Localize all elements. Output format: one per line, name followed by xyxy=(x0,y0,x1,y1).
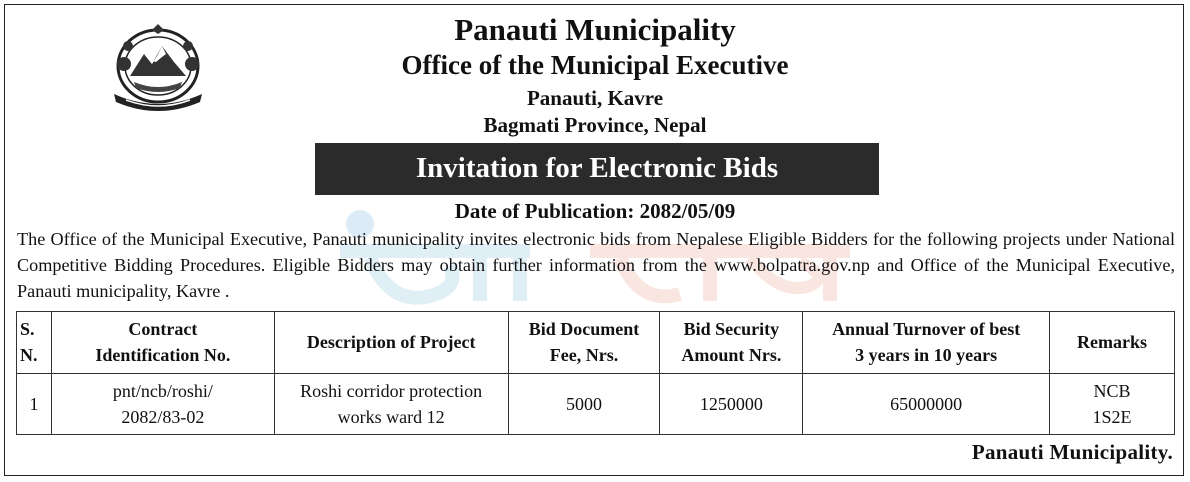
header-remarks: Remarks xyxy=(1050,312,1175,374)
cell-remarks-line2: 1S2E xyxy=(1092,406,1132,427)
header-contract-line2: Identification No. xyxy=(95,345,231,366)
cell-fee: 5000 xyxy=(508,373,660,435)
cell-description-line1: Roshi corridor protection xyxy=(300,380,483,401)
cell-remarks xyxy=(1050,373,1175,435)
header-sn-line2: N. xyxy=(20,345,38,366)
cell-contract-line2: 2082/83-02 xyxy=(121,406,205,427)
header-sn-line1: S. xyxy=(20,319,35,340)
header-turnover-line1: Annual Turnover of best xyxy=(832,319,1021,340)
office-province: Bagmati Province, Nepal xyxy=(483,113,707,137)
header-fee xyxy=(508,312,660,374)
cell-description xyxy=(274,373,508,435)
office-location: Panauti, Kavre xyxy=(526,86,664,110)
footer-signature: Panauti Municipality. xyxy=(971,440,1173,464)
bid-table xyxy=(16,311,1175,435)
publication-date: Date of Publication: 2082/05/09 xyxy=(454,199,736,223)
org-title: Panauti Municipality xyxy=(454,12,736,47)
cell-turnover: 65000000 xyxy=(803,373,1050,435)
header-contract-line1: Contract xyxy=(128,319,198,340)
cell-remarks-line1: NCB xyxy=(1093,380,1131,401)
cell-contract xyxy=(51,373,274,435)
table-header-row xyxy=(17,312,1175,374)
table-row xyxy=(17,373,1175,435)
header-turnover xyxy=(803,312,1050,374)
header-turnover-line2: 3 years in 10 years xyxy=(855,345,998,366)
cell-sn: 1 xyxy=(17,373,52,435)
header-contract xyxy=(51,312,274,374)
office-title: Office of the Municipal Executive xyxy=(401,50,789,80)
cell-contract-line1: pnt/ncb/roshi/ xyxy=(112,380,213,401)
header-security-line1: Bid Security xyxy=(683,319,780,340)
header-sn xyxy=(17,312,52,374)
header-security xyxy=(660,312,803,374)
header-security-line2: Amount Nrs. xyxy=(681,345,782,366)
cell-description-line2: works ward 12 xyxy=(337,406,445,427)
header-fee-line1: Bid Document xyxy=(528,319,640,340)
notice-banner: Invitation for Electronic Bids xyxy=(315,143,879,195)
header-fee-line2: Fee, Nrs. xyxy=(549,345,619,366)
intro-paragraph: The Office of the Municipal Executive, Panauti municipality invites electronic bids from Nepalese Eligible Bidders for the following projects under National Competitive Bidding Procedures. Eligible Bidders may obtain further information from the www.bolpatra.gov.np and Office of the Municipal Executive, Panauti municipality, Kavre . xyxy=(17,229,1175,301)
header-description: Description of Project xyxy=(274,312,508,374)
cell-security: 1250000 xyxy=(660,373,803,435)
